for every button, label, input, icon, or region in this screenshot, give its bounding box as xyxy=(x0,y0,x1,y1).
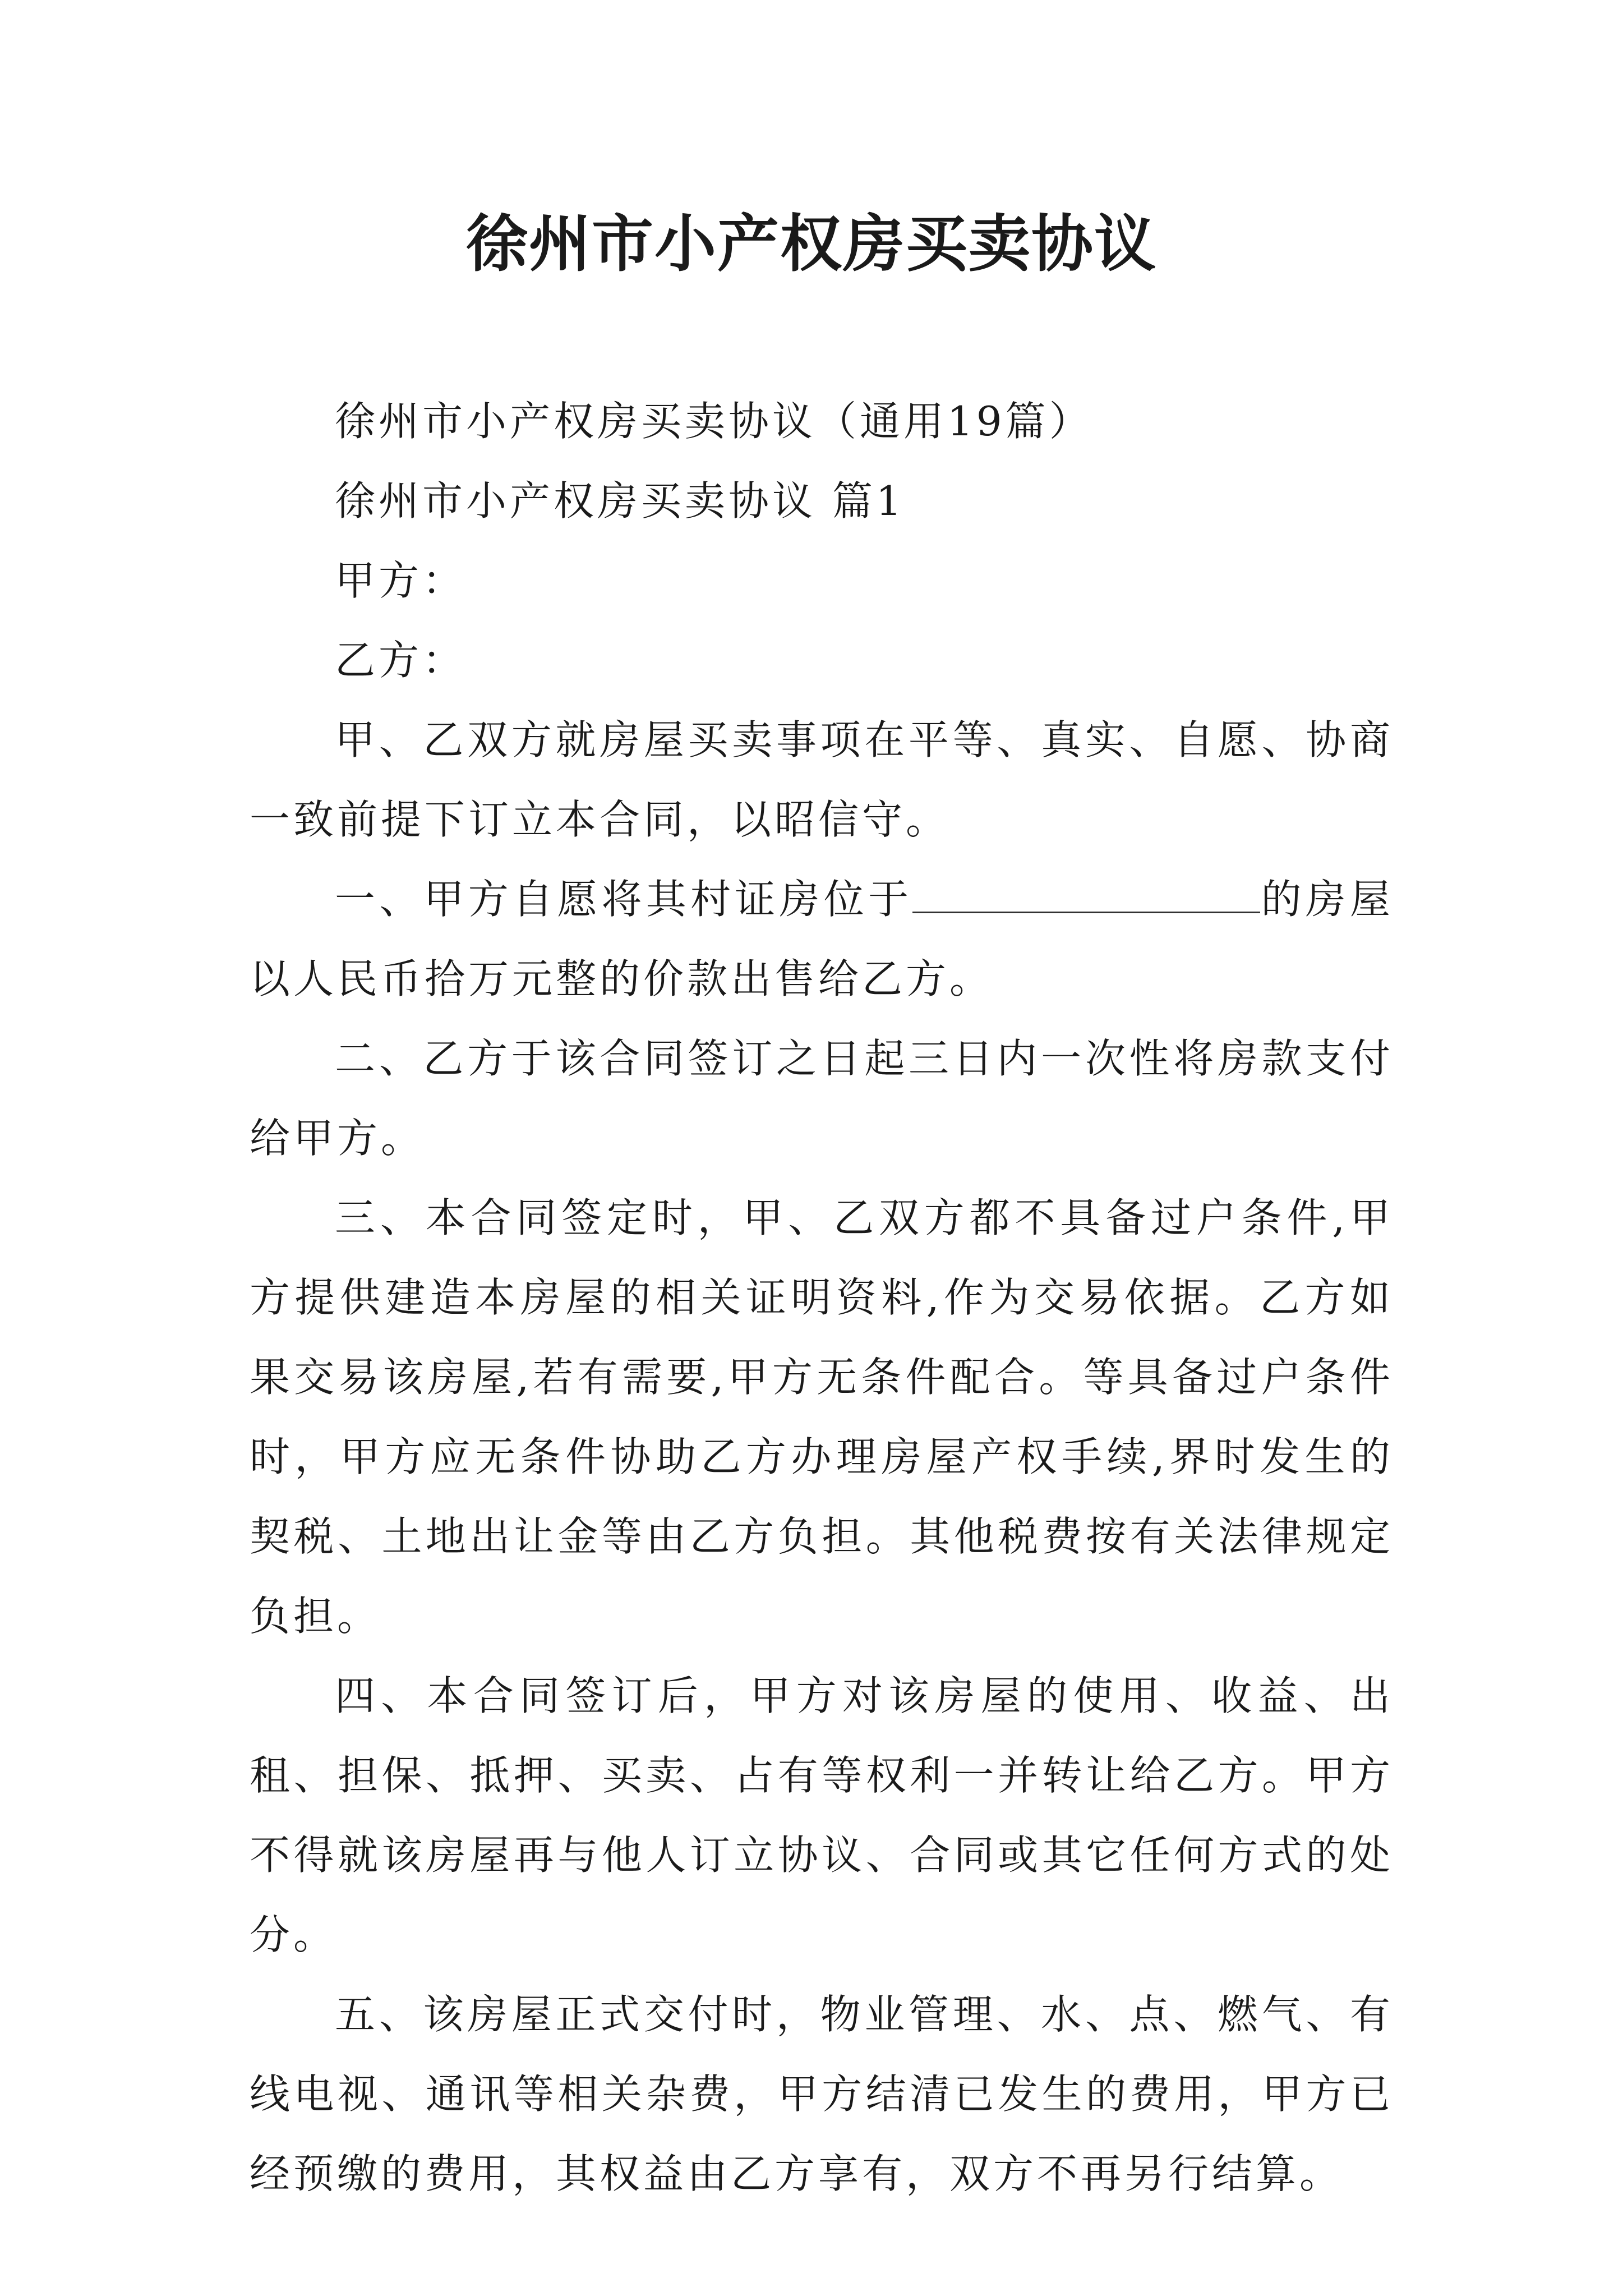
clause-1-text-before: 一、甲方自愿将其村证房位于 xyxy=(335,876,913,923)
clause-1 xyxy=(250,859,1394,1019)
document-body xyxy=(250,381,1394,2214)
clause-2: 二、乙方于该合同签订之日起三日内一次性将房款支付给甲方。 xyxy=(250,1035,1394,1162)
clause-3: 三、本合同签定时，甲、乙双方都不具备过户条件,甲方提供建造本房屋的相关证明资料,作为交易依据。乙方如果交易该房屋,若有需要,甲方无条件配合。等具备过户条件时，甲方应无条件协助乙方办理房屋产权手续,界时发生的契税、土地出让金等由乙方负担。其他税费按有关法律规定负担。 xyxy=(250,1194,1394,1640)
address-blank-line xyxy=(912,878,1260,913)
clause-1-text-after: 的房屋以人民币拾万元整的价款出售给乙方。 xyxy=(250,876,1394,1002)
party-b-line: 乙方： xyxy=(335,637,467,684)
part-heading: 徐州市小产权房买卖协议 篇1 xyxy=(335,477,905,524)
party-a-line: 甲方： xyxy=(335,557,467,604)
clause-5: 五、该房屋正式交付时，物业管理、水、点、燃气、有线电视、通讯等相关杂费，甲方结清已发生的费用，甲方已经预缴的费用，其权益由乙方享有，双方不再另行结算。 xyxy=(250,1991,1394,2197)
subtitle: 徐州市小产权房买卖协议（通用19篇） xyxy=(335,398,1093,445)
clause-4: 四、本合同签订后，甲方对该房屋的使用、收益、出租、担保、抵押、买卖、占有等权利一并转让给乙方。甲方不得就该房屋再与他人订立协议、合同或其它任何方式的处分。 xyxy=(250,1672,1394,1958)
intro-paragraph: 甲、乙双方就房屋买卖事项在平等、真实、自愿、协商一致前提下订立本合同，以昭信守。 xyxy=(250,716,1394,843)
document-title: 徐州市小产权房买卖协议 xyxy=(466,208,1157,280)
